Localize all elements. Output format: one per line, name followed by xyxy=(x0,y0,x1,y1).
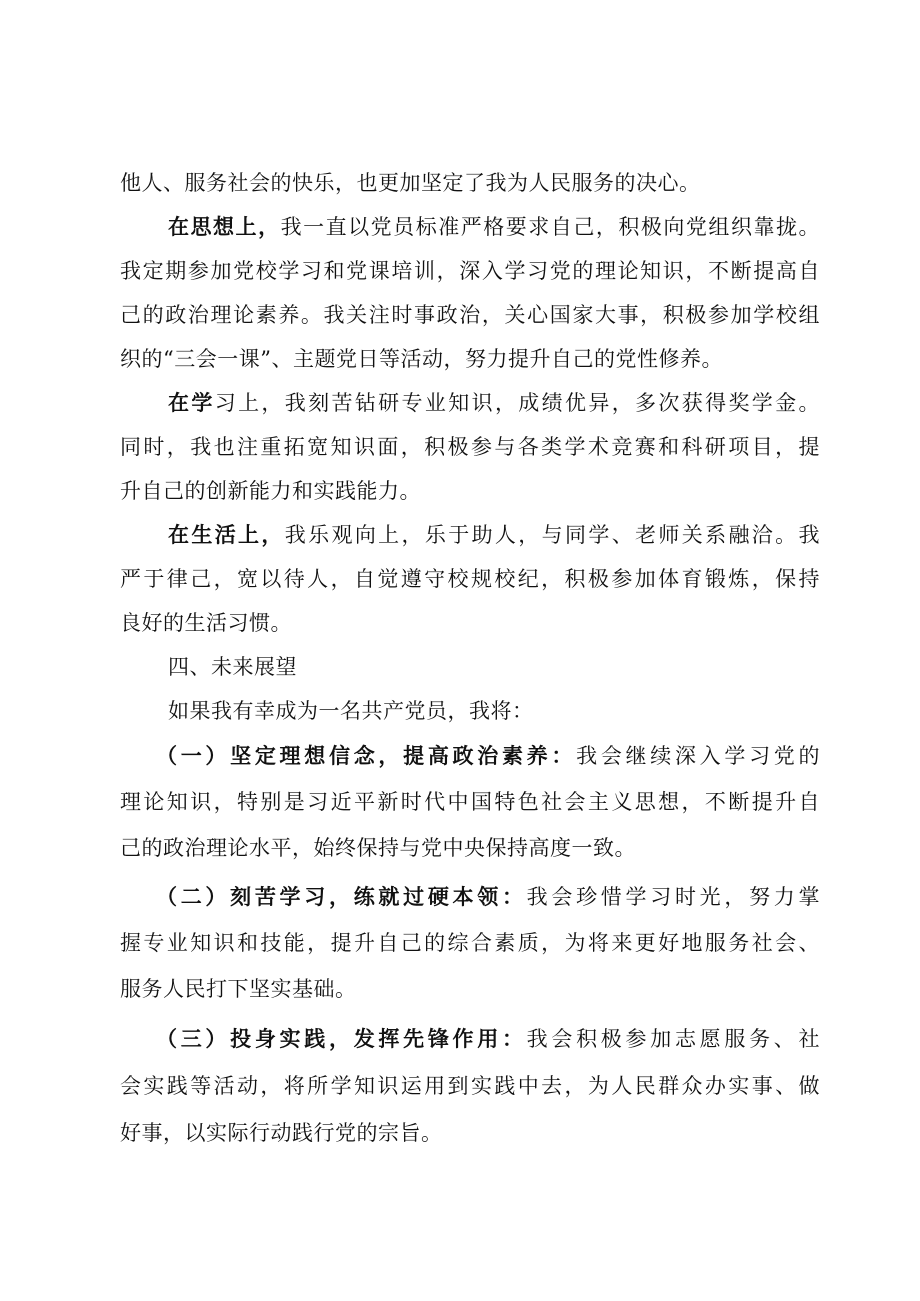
text-line-row xyxy=(120,608,820,638)
text-line-row xyxy=(120,300,820,330)
text-line: 严于律己，宽以待人，自觉遵守校规校纪，积极参加体育锻炼，保持 xyxy=(120,567,820,591)
text-line-row xyxy=(120,432,820,462)
text-line: 我会珍惜学习时光，努力掌 xyxy=(526,885,820,909)
text-line: 我乐观向上，乐于助人，与同学、老师关系融洽。我 xyxy=(284,523,821,547)
section-heading xyxy=(168,652,820,682)
text-line-row xyxy=(120,344,820,374)
text-line-row xyxy=(120,928,820,958)
text-line: 我会积极参加志愿服务、社 xyxy=(526,1027,820,1051)
paragraph-ideology xyxy=(168,212,820,242)
text-line: 同时，我也注重拓宽知识面，积极参与各类学术竞赛和科研项目，提 xyxy=(120,435,820,459)
text-line: 好事，以实际行动践行党的宗旨。 xyxy=(120,1121,443,1145)
section-title: 四、未来展望 xyxy=(168,655,297,679)
text-line-row xyxy=(120,787,820,817)
text-line: 会实践等活动，将所学知识运用到实践中去，为人民群众办实事、做 xyxy=(120,1074,820,1098)
text-line: 他人、服务社会的快乐，也更加坚定了我为人民服务的决心。 xyxy=(120,171,701,195)
text-line-row xyxy=(120,974,820,1004)
text-line: 我会继续深入学习党的 xyxy=(576,744,821,768)
text-line: 我一直以党员标准严格要求自己，积极向党组织靠拢。 xyxy=(280,215,821,239)
paragraph-lead: 在学 xyxy=(168,391,215,415)
paragraph-life xyxy=(168,520,820,550)
paragraph-lead: 在思想上， xyxy=(168,215,281,239)
item-lead: （二）刻苦学习，练就过硬本领： xyxy=(156,885,527,909)
item-one xyxy=(156,741,820,771)
section-intro xyxy=(168,696,820,726)
item-lead: （三）投身实践，发挥先锋作用： xyxy=(156,1027,527,1051)
paragraph-lead: 在生活上， xyxy=(168,523,285,547)
text-line-row xyxy=(120,564,820,594)
text-line: 握专业知识和技能，提升自己的综合素质，为将来更好地服务社会、 xyxy=(120,931,820,955)
item-lead: （一）坚定理想信念，提高政治素养： xyxy=(156,744,577,768)
text-line-row xyxy=(120,1118,820,1148)
text-line: 服务人民打下坚实基础。 xyxy=(120,977,357,1001)
text-line: 习上，我刻苦钻研专业知识，成绩优异，多次获得奖学金。 xyxy=(214,391,821,415)
text-line-row xyxy=(120,833,820,863)
text-line: 己的政治理论水平，始终保持与党中央保持高度一致。 xyxy=(120,836,636,860)
text-line-row xyxy=(120,256,820,286)
text-line-row xyxy=(120,476,820,506)
paragraph-study xyxy=(168,388,820,418)
text-line: 如果我有幸成为一名共产党员，我将： xyxy=(168,699,534,723)
text-line-row xyxy=(120,1071,820,1101)
text-line: 良好的生活习惯。 xyxy=(120,611,292,635)
paragraph-continuation xyxy=(120,168,820,198)
text-line: 己的政治理论素养。我关注时事政治，关心国家大事，积极参加学校组 xyxy=(120,303,820,327)
text-line: 织的“三会一课”、主题党日等活动，努力提升自己的党性修养。 xyxy=(120,347,723,371)
item-two xyxy=(156,882,820,912)
text-line: 理论知识，特别是习近平新时代中国特色社会主义思想，不断提升自 xyxy=(120,790,820,814)
text-line: 升自己的创新能力和实践能力。 xyxy=(120,479,421,503)
item-three xyxy=(156,1024,820,1054)
text-line: 我定期参加党校学习和党课培训，深入学习党的理论知识，不断提高自 xyxy=(120,259,820,283)
